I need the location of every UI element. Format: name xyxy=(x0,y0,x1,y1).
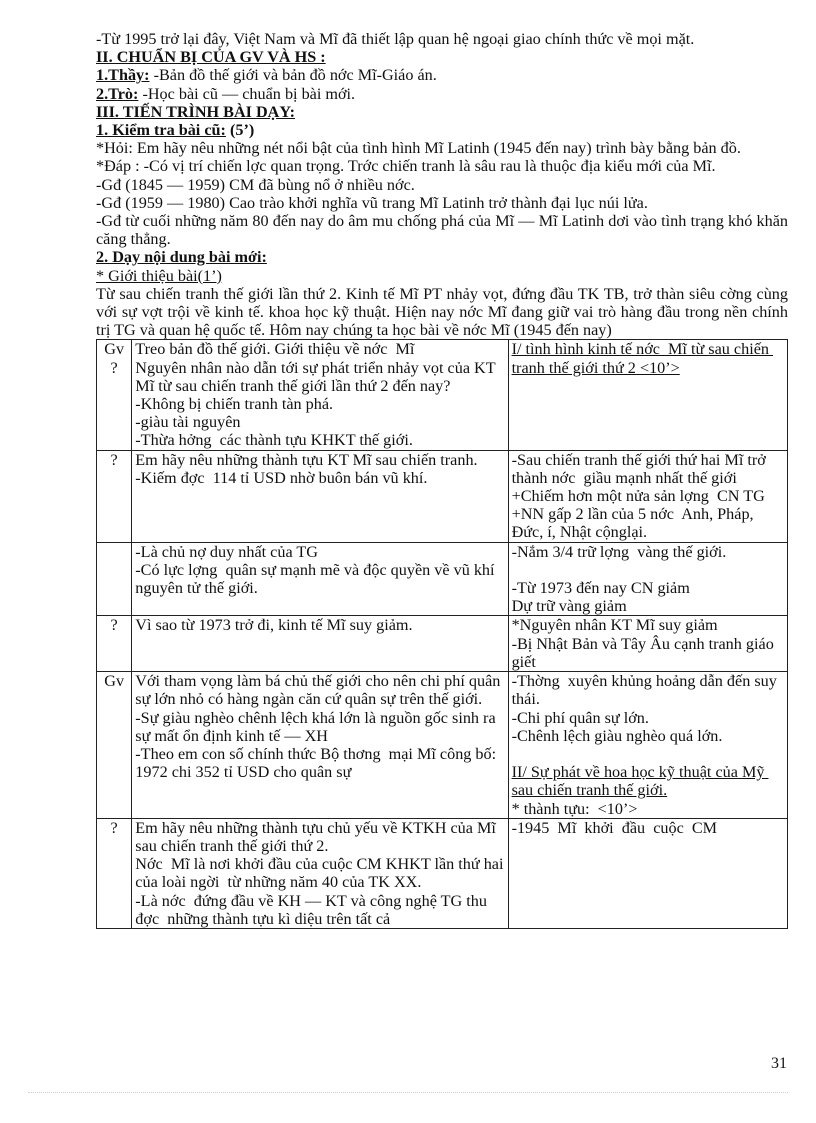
table-row xyxy=(97,340,788,450)
lesson-intro-text: Từ sau chiến tranh thế giới lần thứ 2. Kinh tế Mĩ PT nhảy vọt, đứng đầu TK TB, trở thàn siêu cờng cùng với sự vợt trội về kinh tế. khoa học kỹ thuật. Hiện nay nớc Mĩ đang giữ vai trò hàng đầu trong nền chính trị TG và quan hệ quốc tế. Hôm nay chúng ta học bài về nớc Mĩ (1945 đến nay) xyxy=(96,284,788,340)
check-stage-2: -Gđ (1959 — 1980) Cao trào khởi nghĩa vũ trang Mĩ Latinh trở thành đại lục núi lửa. xyxy=(96,193,648,212)
activity-cell: Em hãy nêu những thành tựu KT Mĩ sau chiến tranh. -Kiếm đợc 114 tỉ USD nhờ buôn bán vũ khí. xyxy=(132,450,508,542)
actor-cell: ? xyxy=(97,616,132,672)
actor-cell: Gv xyxy=(97,672,132,819)
check-old-lesson-heading: 1. Kiểm tra bài cũ: (5’) xyxy=(96,121,255,140)
lesson-intro-label: * Giới thiệu bài(1’) xyxy=(96,266,222,285)
content-cell: -Nắm 3/4 trữ lợng vàng thế giới. -Từ 1973 đến nay CN giảm Dự trữ vàng giảm xyxy=(508,542,787,616)
table-row xyxy=(97,450,788,542)
check-question: *Hỏi: Em hãy nêu những nét nổi bật của tình hình Mĩ Latinh (1945 đến nay) trình bày bằng bản đồ. xyxy=(96,139,741,158)
content-cell: -Sau chiến tranh thế giới thứ hai Mĩ trở thành nớc giầu mạnh nhất thế giới +Chiếm hơn một nửa sản lợng CN TG +NN gấp 2 lần của 5 nớc Anh, Pháp, Đức, í, Nhật cộnglại. xyxy=(508,450,787,542)
lesson-table xyxy=(96,339,788,928)
student-preparation: 2.Trò: -Học bài cũ — chuẩn bị bài mới. xyxy=(96,84,356,103)
check-answer: *Đáp : -Có vị trí chiến lợc quan trọng. Trớc chiến tranh là sâu rau là thuộc địa kiểu mới của Mĩ. xyxy=(96,157,716,176)
new-lesson-heading: 2. Dạy nội dung bài mới: xyxy=(96,248,267,267)
content-cell: *Nguyên nhân KT Mĩ suy giảm -Bị Nhật Bản và Tây Âu cạnh tranh giáo giết xyxy=(508,616,787,672)
table-row xyxy=(97,672,788,819)
table-row xyxy=(97,818,788,928)
section-iii-heading: III. TIẾN TRÌNH BÀI DẠY: xyxy=(96,102,295,121)
footer-divider xyxy=(28,1092,788,1093)
intro-paragraph: -Từ 1995 trở lại đây, Việt Nam và Mĩ đã thiết lập quan hệ ngoại giao chính thức về mọi mặt. xyxy=(96,30,695,48)
table-row xyxy=(97,542,788,616)
activity-cell: Với tham vọng làm bá chủ thế giới cho nên chi phí quân sự lớn nhỏ có hàng ngàn căn cứ quân sự trên thế giới. -Sự giàu nghèo chênh lệch khá lớn là nguồn gốc sinh ra sự mất ổn định kinh tế — XH -Theo em con số chính thức Bộ thơng mại Mĩ công bố: 1972 chi 352 tỉ USD cho quân sự xyxy=(132,672,508,819)
check-stage-3: -Gđ từ cuối những năm 80 đến nay do âm mu chống phá của Mĩ — Mĩ Latinh dơi vào tình trạng khó khăn căng thẳng. xyxy=(96,212,788,249)
actor-cell: Gv ? xyxy=(97,340,132,450)
document-page xyxy=(96,30,788,929)
activity-cell: -Là chủ nợ duy nhất của TG -Có lực lợng quân sự mạnh mẽ và độc quyền về vũ khí nguyên tử thế giới. xyxy=(132,542,508,616)
teacher-preparation: 1.Thầy: -Bản đồ thế giới và bản đồ nớc Mĩ-Giáo án. xyxy=(96,66,437,85)
page-number: 31 xyxy=(771,1055,787,1072)
content-cell: I/ tình hình kinh tế nớc Mĩ từ sau chiến tranh thế giới thứ 2 <10’> xyxy=(508,340,787,450)
content-cell: -1945 Mĩ khởi đầu cuộc CM xyxy=(508,818,787,928)
table-row xyxy=(97,616,788,672)
activity-cell: Em hãy nêu những thành tựu chủ yếu về KTKH của Mĩ sau chiến tranh thế giới thứ 2. Nớc Mĩ là nơi khởi đầu của cuộc CM KHKT lần thứ hai của loài ngời từ những năm 40 của TK XX. -Là nớc đứng đầu về KH — KT và công nghệ TG thu đợc những thành tựu kì diệu trên tất cả xyxy=(132,818,508,928)
actor-cell xyxy=(97,542,132,616)
check-stage-1: -Gđ (1845 — 1959) CM đã bùng nổ ở nhiều nớc. xyxy=(96,175,415,194)
content-cell: -Thờng xuyên khủng hoảng dẫn đến suy thái. -Chi phí quân sự lớn. -Chênh lệch giàu nghèo quá lớn. II/ Sự phát về hoa học kỹ thuật của Mỹ sau chiến tranh thế giới. * thành tựu: <10’> xyxy=(508,672,787,819)
actor-cell: ? xyxy=(97,450,132,542)
section-ii-heading: II. CHUẨN BỊ CỦA GV VÀ HS : xyxy=(96,48,326,67)
activity-cell: Vì sao từ 1973 trở đi, kinh tế Mĩ suy giảm. xyxy=(132,616,508,672)
actor-cell: ? xyxy=(97,818,132,928)
activity-cell: Treo bản đồ thế giới. Giới thiệu về nớc Mĩ Nguyên nhân nào dẫn tới sự phát triển nhảy vọt của KT Mĩ từ sau chiến tranh thế giới lần thứ 2 đến nay? -Không bị chiến tranh tàn phá. -giàu tài nguyên -Thừa hởng các thành tựu KHKT thế giới. xyxy=(132,340,508,450)
